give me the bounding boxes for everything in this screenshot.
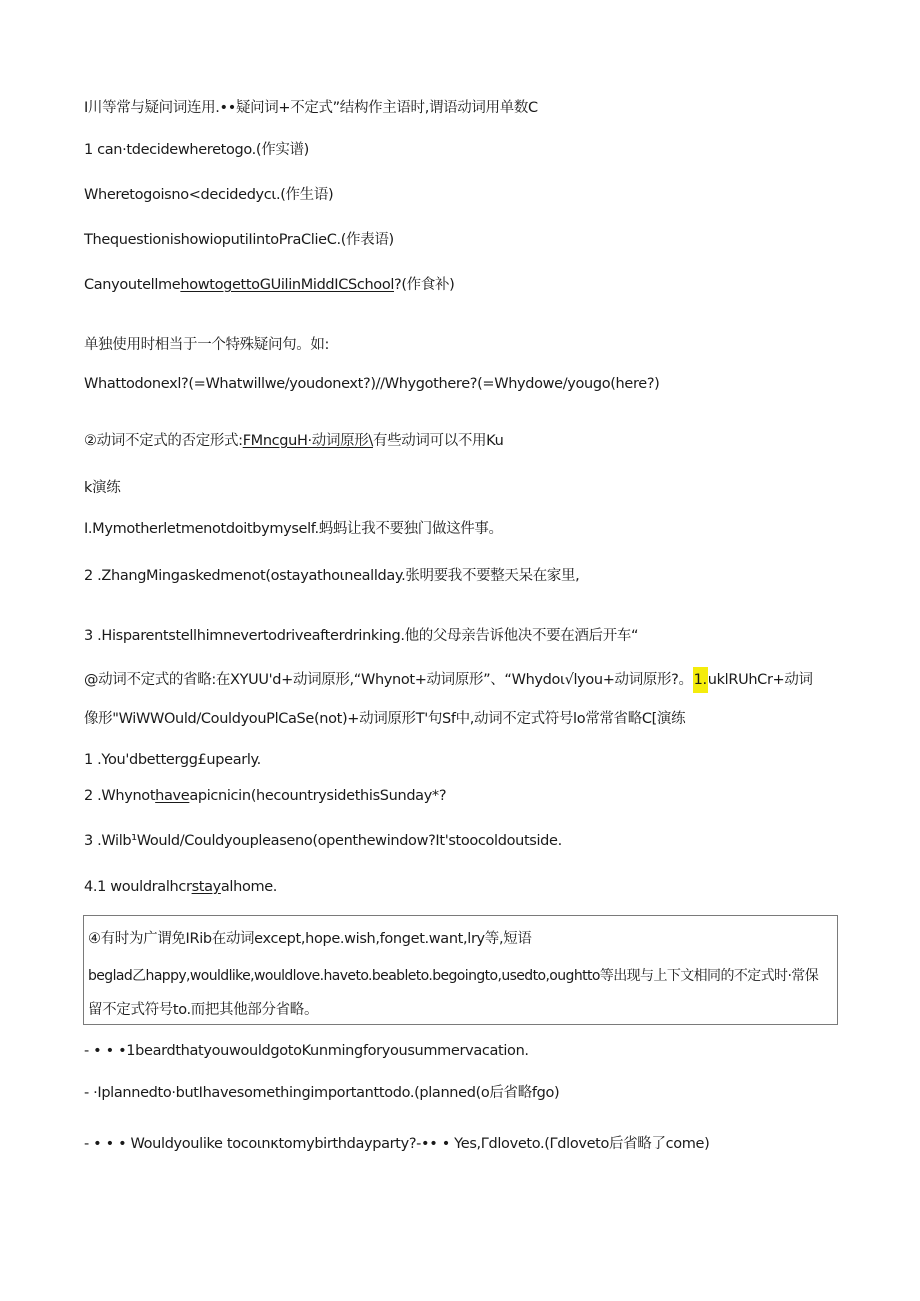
text-line-16a: 2 .Whynot bbox=[84, 788, 156, 804]
text-line-5a: Canyoutellme bbox=[84, 277, 181, 293]
text-line-11: 2 .ZhangMingaskedmenot(ostayathoιneallday.张明要我不要整天呆在家里, bbox=[84, 568, 580, 584]
text-line-7: Whattodonexl?(=Whatwillwe/youdonext?)//Whygothere?(=Whydowe/yougo(here?) bbox=[84, 376, 660, 392]
text-line-14: 像形"WiWWOuld/CouldyouPlCaSe(not)+动词原形T'句Sf中,动词不定式符号lo常常省略C[演练 bbox=[84, 711, 686, 727]
text-line-16c: apicnicin(hecountrysidethisSunday*? bbox=[189, 788, 447, 804]
text-line-16 bbox=[84, 785, 446, 807]
text-line-3: Wheretogoisno<decidedycι.(作生语) bbox=[84, 187, 334, 203]
text-line-13a: @动词不定式的省略:在XYUU'd+动词原形,“Whynot+动词原形”、“Whydoι√lyou+动词原形?。 bbox=[84, 672, 693, 688]
text-line-15: 1 .You'dbettergg£upearly. bbox=[84, 752, 261, 768]
text-line-1: I川等常与疑问词连用.••疑问词+不定式”结构作主语时,谓语动词用单数C bbox=[84, 100, 538, 116]
text-line-5c: ?(作食补) bbox=[394, 277, 455, 293]
text-line-12: 3 .Hisparentstellhimnevertodriveafterdrinking.他的父母亲告诉他决不要在酒后开车“ bbox=[84, 628, 639, 644]
text-line-13 bbox=[84, 667, 813, 693]
underlined-phrase: FMncguH·动词原形\ bbox=[242, 433, 373, 449]
text-line-2: 1 can·tdecidewheretogo.(作实谱) bbox=[84, 142, 309, 158]
highlight-mark: 1. bbox=[693, 667, 708, 693]
text-line-17: 3 .Wilb¹Would/Couldyoupleaseno(openthewindow?It'stoocoldoutside. bbox=[84, 833, 562, 849]
note-box bbox=[83, 915, 838, 1025]
text-line-9: k演练 bbox=[84, 480, 121, 496]
text-line-20: - ·Iplannedto·butIhavesomethingimportanttodo.(planned(o后省略fgo) bbox=[84, 1085, 560, 1101]
note-line-1: ④有时为广谓免IRib在动词except,hope.wish,fonget.want,lry等,短语 bbox=[88, 931, 532, 947]
text-line-13c: uklRUhCr+动词 bbox=[707, 672, 813, 688]
text-line-18c: alhome. bbox=[220, 879, 278, 895]
underlined-phrase: howtogettoGUilinMiddICSchool bbox=[180, 277, 395, 293]
text-line-6: 单独使用时相当于一个特殊疑问句。如: bbox=[84, 337, 330, 353]
text-line-10: I.Mymotherletmenotdoitbymyself.蚂蚂让我不要独门做这件事。 bbox=[84, 521, 503, 537]
text-line-18a: 4.1 wouldralhcr bbox=[84, 879, 192, 895]
text-line-8c: 有些动词可以不用Ku bbox=[372, 433, 504, 449]
text-line-19: - • • •1beardthatyouwouldgotoKunmingforyousummervacation. bbox=[84, 1043, 529, 1059]
text-line-8 bbox=[84, 430, 503, 452]
underlined-phrase: have bbox=[155, 788, 190, 804]
note-line-2: beglad乙happy,wouldlike,wouldlove.haveto.beableto.begoingto,usedto,oughtto等出现与上下文相同的不定式时·常保 bbox=[88, 968, 819, 984]
text-line-4: ThequestionishowioputiIintoPraClieC.(作表语) bbox=[84, 232, 394, 248]
text-line-21: - • • • Wouldyoulike tocoιnκtomybirthdayparty?-•• • Yes,Γdloveto.(Γdloveto后省略了come) bbox=[84, 1136, 710, 1152]
note-line-3: 留不定式符号to.而把其他部分省略。 bbox=[88, 1002, 319, 1018]
text-line-8a: ②动词不定式的否定形式: bbox=[84, 433, 243, 449]
text-line-18 bbox=[84, 876, 277, 898]
text-line-5 bbox=[84, 274, 454, 296]
underlined-phrase: stay bbox=[191, 879, 221, 895]
